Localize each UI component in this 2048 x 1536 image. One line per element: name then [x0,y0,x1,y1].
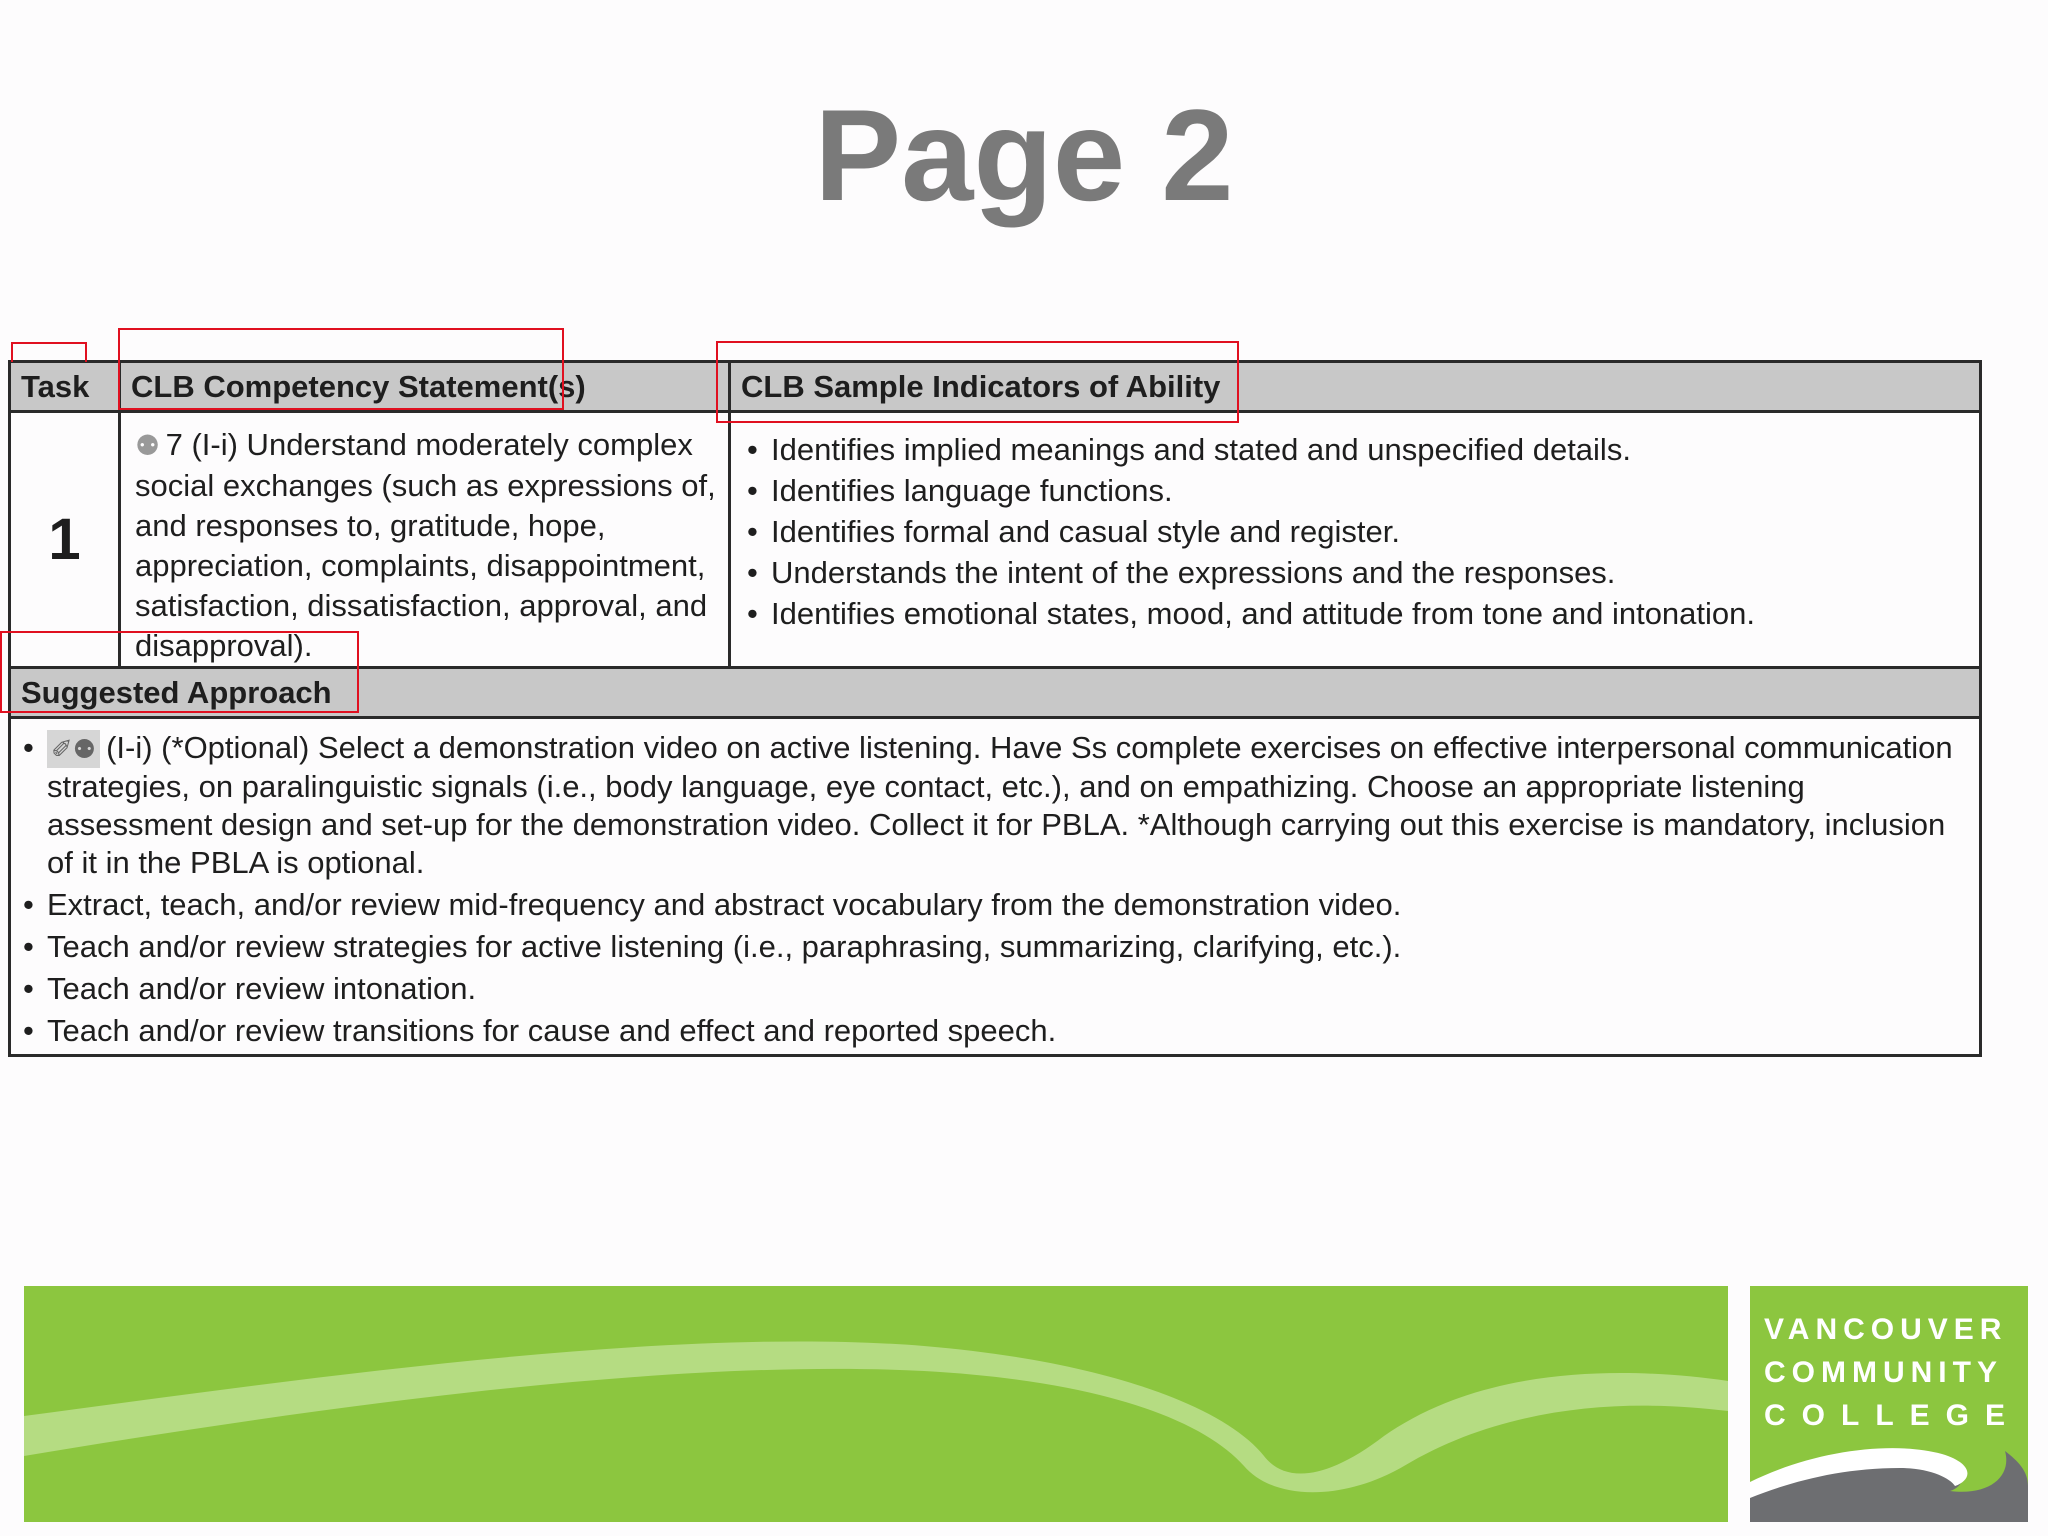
header-indicators: CLB Sample Indicators of Ability [730,362,1981,412]
highlight-box-task [11,342,87,362]
approach-list [21,729,1969,1050]
indicators-list [745,429,1969,634]
indicators-cell [730,412,1981,668]
list-item: • Teach and/or review strategies for active listening (i.e., paraphrasing, summarizing, clarifying, etc.). [21,928,1969,966]
header-competency: CLB Competency Statement(s) [120,362,730,412]
list-item: • Understands the intent of the expressions and the responses. [745,552,1969,593]
highlight-box-indicators [716,341,1239,423]
highlight-box-competency [118,328,564,410]
list-item: • Teach and/or review intonation. [21,970,1969,1008]
logo-line: COLLEGE [1764,1399,2022,1432]
list-item: • Identifies implied meanings and stated and unspecified details. [745,429,1969,470]
listening-ear-icon: ⚉ [135,430,161,461]
header-task: Task [10,362,120,412]
list-item: • Identifies formal and casual style and register. [745,511,1969,552]
list-item: • Identifies emotional states, mood, and attitude from tone and intonation. [745,593,1969,634]
banner-swoosh-graphic [24,1286,1728,1522]
list-item: • Extract, teach, and/or review mid-frequency and abstract vocabulary from the demonstration video. [21,886,1969,924]
competency-cell [120,412,730,668]
list-item: • Identifies language functions. [745,470,1969,511]
footer-banner [24,1286,1728,1522]
logo-line: COMMUNITY [1764,1356,2003,1389]
highlight-box-approach [0,631,359,713]
competency-text: 7 (I-i) Understand moderately complex social exchanges (such as expressions of, and responses to, gratitude, hope, appreciation, complaints, disappointment, satisfaction, dissatisfaction, approval, and disapproval). [135,427,716,663]
list-item: • Teach and/or review transitions for cause and effect and reported speech. [21,1012,1969,1050]
approach-cell [10,718,1981,1056]
approach-first-item-text: (I-i) (*Optional) Select a demonstration video on active listening. Have Ss complete exercises on effective interpersonal communication strategies, on paralinguistic signals (i.e., body language, eye contact, etc.), and on empathizing. Choose an appropriate listening assessment design and set-up for the demonstration video. Collect it for PBLA. *Although carrying out this exercise is mandatory, inclusion of it in the PBLA is optional. [47,730,1953,880]
writing-listening-icon: ✐⚉ [47,730,100,768]
page-title: Page 2 [814,82,1234,228]
logo-line: VANCOUVER [1764,1313,2008,1346]
list-item [21,729,1969,882]
logo-swoosh-icon [1750,1286,2028,1522]
approach-heading: Suggested Approach [10,668,1981,718]
college-logo [1750,1286,2028,1522]
task-number: 1 [10,412,120,668]
table-row [10,412,1981,668]
